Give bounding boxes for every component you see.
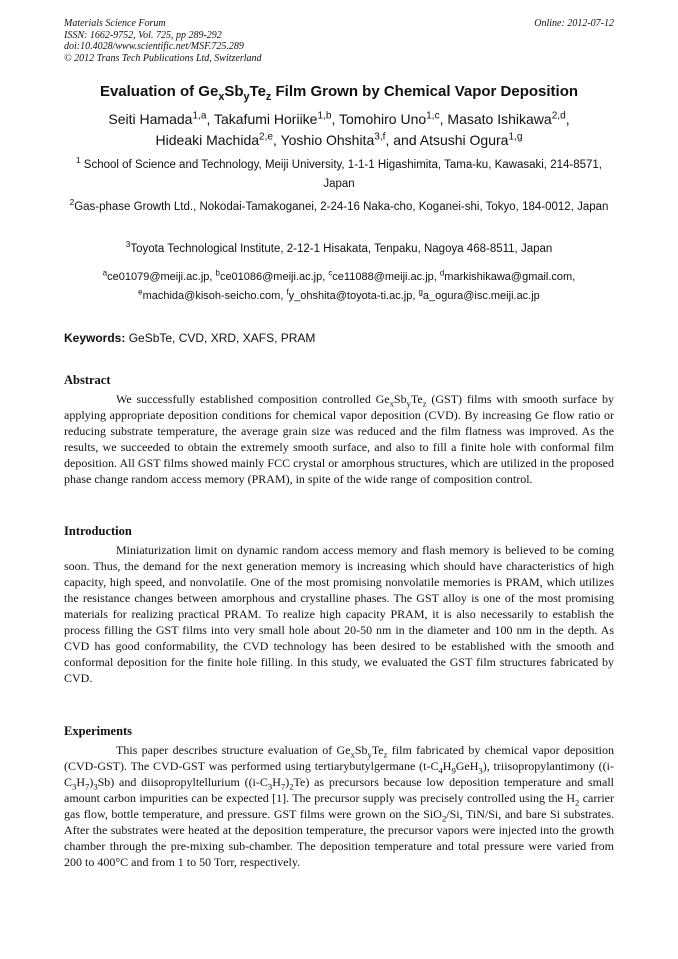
- email[interactable]: $^b$ce01086@meiji.ac.jp: [215, 268, 323, 283]
- affiliation-3: $^3$Toyota Technological Institute, 2-12-1 Hisakata, Tenpaku, Nagoya 468-8511, Japan: [125, 240, 553, 255]
- keywords: [64, 331, 614, 345]
- affiliation-2: $^2$Gas-phase Growth Ltd., Nokodai-Tamakoganei, 2-24-16 Naka-cho, Koganei-shi, Tokyo, 184-0012, Japan: [69, 198, 609, 213]
- email[interactable]: $^d$markishikawa@gmail.com: [439, 268, 573, 283]
- experiments-text: This paper describes structure evaluation of $Ge_xSb_yTe_z$ film fabricated by chemical vapor deposition (CVD-GST). The CVD-GST was performed using tertiarybutylgermane $(t-C_4H_9GeH_3)$, triisopropylantimony $((i-C_3H_7)_3Sb)$ and diisopropyltellurium $((i-C_3H_7)_2Te)$ as precursors because low deposition temperature and small amount carbon impurities can be expected [1]. The precursor supply was precisely controlled using the $H_2$ carrier gas flow, bottle temperature, and pressure. GST films were grown on the SiO$_2$/Si, TiN/Si, and bare Si substrates. After the substrates were heated at the deposition temperature, the precursor vapors were injected into the growth chamber through the pre-mixing sub-chamber. The deposition temperature and total pressure were varied from 200 to 400°C and from 1 to 50 Torr, respectively.: [64, 743, 615, 869]
- doi-line: doi:10.4028/www.scientific.net/MSF.725.289: [64, 41, 244, 52]
- experiments-heading: Experiments: [64, 724, 133, 738]
- author: and Atsushi Ogura$^{1,g}$: [393, 131, 523, 148]
- introduction-text: Miniaturization limit on dynamic random access memory and flash memory is believed to be coming soon. Thus, the demand for the next generation memory is increasing which should have characteristics of high capacity, high speed, and nonvolatile. One of the most promising nonvolatile memories is PRAM, which utilizes the resistance changes between amorphous and crystalline phases. The GST alloy is one of the most promising materials for realizing practical PRAM. To realize high capacity PRAM, it is also necessarily to establish the process filling the GST films into very small hole about 20-50 nm in the diameter and 100 nm in the depth. As CVD has good conformability, the CVD technology has been desired to be established with the smooth and conformal deposition for the finite hole filling. In this study, we evaluated the GST film structures fabricated by CVD.: [64, 543, 614, 685]
- affiliation-1: $^1$ School of Science and Technology, Meiji University, 1-1-1 Higashimita, Tama-ku, Kawasaki, 214-8571, Japan: [76, 156, 602, 190]
- author: Tomohiro Uno$^{1,c}$,: [339, 110, 448, 127]
- online-date: Online: 2012-07-12: [534, 18, 614, 29]
- journal-name: Materials Science Forum: [64, 18, 166, 29]
- email-list: $^a$ce01079@meiji.ac.jp, $^b$ce01086@meiji.ac.jp, $^c$ce11088@meiji.ac.jp, $^d$markishikawa@gmail.com, $^e$machida@kisoh-seicho.com, $^f$y_ohshita@toyota-ti.ac.jp, $^g$a_ogura@isc.meiji.ac.jp: [102, 268, 576, 302]
- experiments-section: [64, 724, 614, 870]
- keywords-label: Keywords:: [64, 331, 126, 345]
- copyright-line: © 2012 Trans Tech Publications Ltd, Switzerland: [64, 52, 262, 64]
- email[interactable]: $^a$ce01079@meiji.ac.jp: [102, 268, 210, 283]
- author-list: [40, 109, 638, 151]
- author: Seiti Hamada$^{1,a}$,: [108, 110, 214, 127]
- author: Yoshio Ohshita$^{3,f}$,: [280, 131, 394, 148]
- paper-title: Evaluation of $Ge_xSb_yTe_z$ Film Grown by Chemical Vapor Deposition: [99, 83, 579, 103]
- email[interactable]: $^g$a_ogura@isc.meiji.ac.jp: [418, 286, 540, 302]
- journal-header: [64, 18, 614, 64]
- email[interactable]: $^c$ce11088@meiji.ac.jp: [328, 268, 434, 283]
- email[interactable]: $^e$machida@kisoh-seicho.com: [138, 286, 281, 302]
- author: Masato Ishikawa$^{2,d}$,: [447, 110, 570, 127]
- email[interactable]: $^f$y_ohshita@toyota-ti.ac.jp: [286, 286, 413, 302]
- issn-line: ISSN: 1662-9752, Vol. 725, pp 289-292: [64, 29, 222, 41]
- author: Hideaki Machida$^{2,e}$,: [155, 131, 281, 148]
- introduction-section: [64, 524, 614, 686]
- keywords-text: GeSbTe, CVD, XRD, XAFS, PRAM: [125, 331, 316, 345]
- introduction-heading: Introduction: [64, 524, 132, 538]
- abstract-heading: Abstract: [64, 373, 111, 387]
- abstract-text: We successfully established composition controlled $Ge_xSb_yTe_z$ (GST) films with smooth surface by applying appropriate deposition conditions for chemical vapor deposition (CVD). By increasing Ge flow ratio or reducing substrate temperature, the average grain size was reduced and the film flatness was improved. As the results, we succeeded to obtain the extremely smooth surface, and also to fill a finite hole with conformal film deposition. All GST films showed mainly FCC crystal or amorphous structures, which are utilized in the proposed phase change random access memory (PRAM), in spite of the wide range of composition control.: [64, 392, 614, 486]
- abstract-section: [64, 373, 614, 487]
- author: Takafumi Horiike$^{1,b}$,: [213, 110, 340, 127]
